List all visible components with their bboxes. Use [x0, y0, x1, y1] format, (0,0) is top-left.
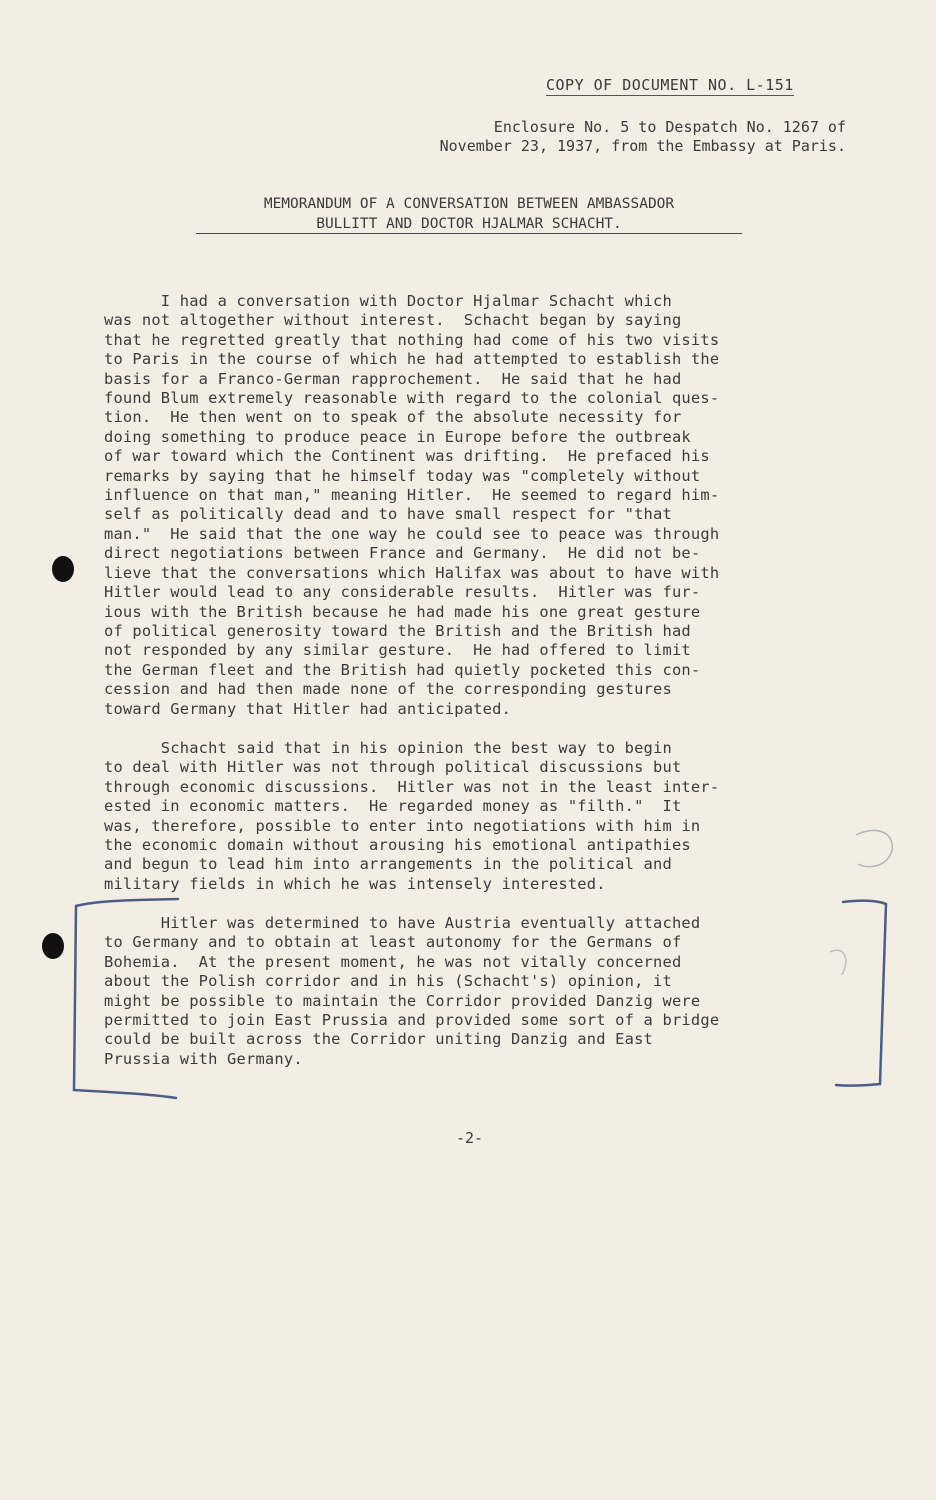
- text-line: self as politically dead and to have small respect for "that: [104, 505, 672, 524]
- text-line: doing something to produce peace in Europe before the outbreak: [104, 427, 691, 446]
- text-line: Hitler would lead to any considerable results. Hitler was fur-: [104, 583, 701, 602]
- text-line: of political generosity toward the British and the British had: [104, 621, 691, 640]
- document-number: COPY OF DOCUMENT NO. L-151: [546, 76, 794, 94]
- enclosure-line-1: Enclosure No. 5 to Despatch No. 1267 of: [493, 118, 846, 136]
- text-line: was, therefore, possible to enter into negotiations with him in: [104, 816, 701, 835]
- text-line: to Paris in the course of which he had attempted to establish the: [104, 350, 720, 369]
- text-line: that he regretted greatly that nothing had come of his two visits: [104, 330, 720, 349]
- title-line-2: BULLITT AND DOCTOR HJALMAR SCHACHT.: [316, 216, 622, 232]
- text-line: remarks by saying that he himself today was "completely without: [104, 466, 701, 485]
- text-line: ious with the British because he had made his one great gesture: [104, 602, 701, 621]
- text-line: basis for a Franco-German rapprochement. He said that he had: [104, 369, 682, 388]
- enclosure-line-2: November 23, 1937, from the Embassy at Paris.: [439, 137, 846, 155]
- text-line: to Germany and to obtain at least autonomy for the Germans of: [104, 933, 682, 952]
- text-line: direct negotiations between France and Germany. He did not be-: [104, 544, 701, 563]
- text-line: toward Germany that Hitler had anticipated.: [104, 699, 512, 718]
- text-line: to deal with Hitler was not through political discussions but: [104, 758, 682, 777]
- text-line: was not altogether without interest. Schacht began by saying: [104, 311, 682, 330]
- text-line: military fields in which he was intensely interested.: [104, 874, 606, 893]
- text-line: I had a conversation with Doctor Hjalmar Schacht which: [104, 292, 672, 310]
- text-line: about the Polish corridor and in his (Schacht's) opinion, it: [104, 972, 672, 991]
- text-line: lieve that the conversations which Halifax was about to have with: [104, 563, 720, 582]
- text-line: through economic discussions. Hitler was not in the least inter-: [104, 777, 720, 796]
- text-line: permitted to join East Prussia and provided some sort of a bridge: [104, 1011, 720, 1030]
- text-line: of war toward which the Continent was drifting. He prefaced his: [104, 447, 710, 466]
- text-line: cession and had then made none of the corresponding gestures: [104, 680, 672, 699]
- text-line: tion. He then went on to speak of the absolute necessity for: [104, 408, 682, 427]
- text-line: the German fleet and the British had quietly pocketed this con-: [104, 660, 701, 679]
- text-line: man." He said that the one way he could see to peace was through: [104, 524, 720, 543]
- text-line: Hitler was determined to have Austria eventually attached: [104, 914, 701, 932]
- text-line: ested in economic matters. He regarded money as "filth." It: [104, 797, 682, 816]
- text-line: Prussia with Germany.: [104, 1049, 303, 1068]
- text-line: and begun to lead him into arrangements in the political and: [104, 855, 672, 874]
- text-line: might be possible to maintain the Corridor provided Danzig were: [104, 991, 701, 1010]
- text-line: Schacht said that in his opinion the best way to begin: [104, 739, 672, 757]
- text-line: could be built across the Corridor uniting Danzig and East: [104, 1030, 654, 1049]
- text-line: the economic domain without arousing his emotional antipathies: [104, 836, 691, 855]
- title-line-1: MEMORANDUM OF A CONVERSATION BETWEEN AMBASSADOR: [263, 196, 675, 212]
- text-line: influence on that man," meaning Hitler. He seemed to regard him-: [104, 486, 720, 505]
- text-line: Bohemia. At the present moment, he was not vitally concerned: [104, 952, 682, 971]
- page-number: -2-: [456, 1129, 484, 1147]
- text-line: found Blum extremely reasonable with regard to the colonial ques-: [104, 389, 720, 408]
- text-line: not responded by any similar gesture. He had offered to limit: [104, 641, 691, 660]
